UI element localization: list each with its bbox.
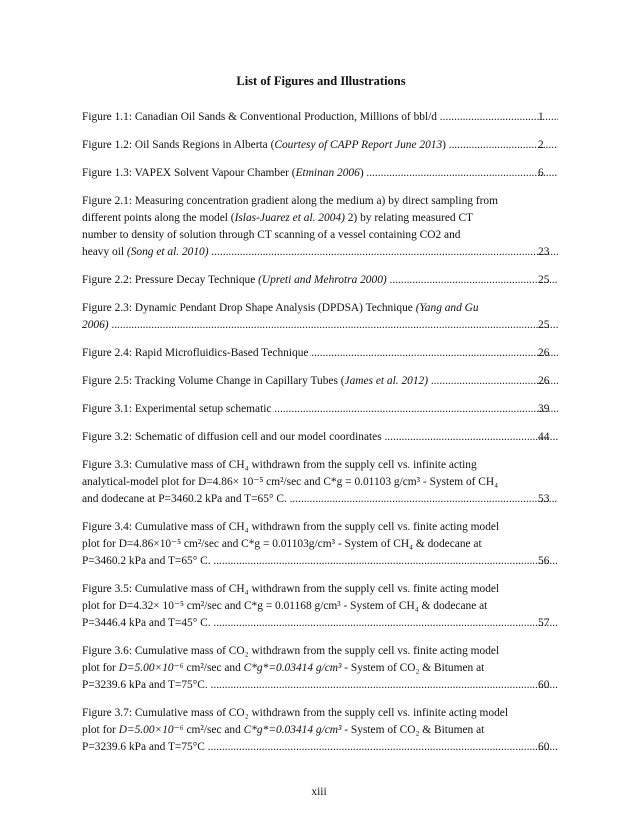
page-number: xiii [311, 786, 327, 798]
figure-entry[interactable] [82, 165, 560, 182]
figure-entry[interactable] [82, 705, 560, 756]
figure-entry-line [82, 474, 560, 491]
figure-entry-text [82, 707, 508, 719]
entry-text: Figure 3.1: Experimental setup schematic [82, 403, 272, 415]
figure-entry-line [82, 536, 560, 553]
figure-entry-text [82, 600, 487, 612]
figure-entry-text [82, 615, 211, 632]
figure-entry[interactable] [82, 581, 560, 632]
entry-text: Figure 1.1: Canadian Oil Sands & Conventional Production, Millions of bbl/d [82, 111, 437, 123]
entry-text: plot for D=4.32× 10⁻⁵ cm²/sec and C*g = 0.01168 g/cm³ - System of CH₄ & dodecane at [82, 600, 488, 612]
figure-entry[interactable] [82, 643, 560, 694]
leader-dots [111, 317, 558, 334]
figure-entry-line [82, 722, 560, 739]
figure-entry[interactable] [82, 109, 560, 126]
figure-entry-text [82, 373, 429, 390]
figure-entry-line: Figure 1.2: Oil Sands Regions in Alberta (Courtesy of CAPP Report June 2013) ..... 2 [104, 137, 560, 154]
figure-entry-text [82, 195, 498, 207]
figure-entry[interactable] [82, 137, 560, 154]
figure-entry-line [82, 300, 560, 317]
figure-entry-line [82, 660, 560, 677]
figure-entry-text [82, 459, 477, 471]
figure-entry[interactable] [82, 300, 560, 334]
entry-text: Figure 1.2: Oil Sands Regions in Alberta ( [82, 139, 275, 151]
figure-entry-text [82, 165, 364, 182]
figure-entry[interactable] [82, 519, 560, 570]
leader-dots [289, 491, 558, 508]
italic-text: James et al. 2012) [344, 375, 429, 387]
figure-entry-text [82, 677, 208, 694]
figure-entry-text [82, 302, 479, 314]
figure-entry-line: and dodecane at P=3460.2 kPa and T=65° C. ..... 53 [104, 491, 560, 508]
page-title: List of Figures and Illustrations [236, 74, 406, 88]
entry-text: Figure 3.2: Schematic of diffusion cell and our model coordinates [82, 431, 382, 443]
entry-text: and dodecane at P=3460.2 kPa and T=65° C. [82, 493, 287, 505]
figure-entry-line [82, 210, 560, 227]
leader-dots [366, 165, 558, 182]
entry-text: Figure 2.4: Rapid Microfluidics-Based Technique [82, 347, 309, 359]
figure-entry-line: Figure 2.2: Pressure Decay Technique (Upreti and Mehrotra 2000) ..... 25 [104, 272, 560, 289]
entry-text: - System of CO₂ & Bitumen at [341, 662, 485, 674]
entry-text: Figure 2.1: Measuring concentration gradient along the medium a) by direct sampling from [82, 195, 498, 207]
figure-entry-text [82, 272, 387, 289]
figure-entry-line: Figure 3.1: Experimental setup schematic ..... 39 [104, 401, 560, 418]
entry-text: P=3239.6 kPa and T=75°C [82, 741, 205, 753]
entry-text: analytical-model plot for D=4.86× 10⁻⁵ cm²/sec and C*g = 0.01103 g/cm³ - System of CH₄ [82, 476, 499, 488]
figure-entry-text [82, 645, 499, 657]
figure-entry-text [82, 429, 382, 446]
entry-text: cm²/sec and [183, 662, 244, 674]
figure-entry-line: Figure 2.4: Rapid Microfluidics-Based Technique ..... 26 [104, 345, 560, 362]
figure-entry[interactable] [82, 373, 560, 390]
italic-text: (Yang and Gu [415, 302, 479, 314]
figure-entry-line: Figure 1.1: Canadian Oil Sands & Conventional Production, Millions of bbl/d ..... 1 [104, 109, 560, 126]
figure-entry-line: P=3446.4 kPa and T=45° C. ..... 57 [104, 615, 560, 632]
figure-entry-line [82, 643, 560, 660]
entry-text: P=3446.4 kPa and T=45° C. [82, 617, 211, 629]
entry-text: Figure 2.3: Dynamic Pendant Drop Shape Analysis (DPDSA) Technique [82, 302, 416, 314]
italic-text: D=5.00×10⁻⁶ [118, 724, 184, 736]
figure-entry-line [82, 519, 560, 536]
figure-entry-text [82, 244, 209, 261]
figure-entry-line [82, 227, 560, 244]
figure-entry-line [82, 457, 560, 474]
figure-entry-text [82, 739, 205, 756]
figure-entry-text [82, 476, 498, 488]
entry-text: Figure 3.6: Cumulative mass of CO₂ withdrawn from the supply cell vs. finite acting model [82, 645, 500, 657]
figure-entry-text [82, 538, 482, 550]
figure-entry-line: heavy oil (Song et al. 2010) ..... 23 [104, 244, 560, 261]
entry-text: different points along the model ( [82, 212, 235, 224]
figure-entry-text [82, 491, 287, 508]
entry-text: Figure 3.4: Cumulative mass of CH₄ withdrawn from the supply cell vs. finite acting model [82, 521, 500, 533]
leader-dots [273, 401, 558, 418]
figure-entry-text [82, 401, 272, 418]
figure-entry-text [82, 212, 473, 224]
figure-entry-line [82, 193, 560, 210]
entry-text: cm²/sec and [183, 724, 244, 736]
entry-text: P=3239.6 kPa and T=75°C. [82, 679, 208, 691]
figure-entry-line: 2006) ..... 25 [104, 317, 560, 334]
entry-text: Figure 2.5: Tracking Volume Change in Capillary Tubes ( [82, 375, 345, 387]
leader-dots [310, 345, 558, 362]
entry-text: ) [442, 139, 446, 151]
italic-text: (Song et al. 2010) [126, 246, 209, 258]
figure-entry-text [82, 317, 109, 334]
italic-text: C*g*=0.03414 g/cm³ [243, 724, 342, 736]
figure-entry-line [82, 598, 560, 615]
italic-text: Courtesy of CAPP Report June 2013 [274, 139, 443, 151]
leader-dots [211, 244, 558, 261]
figure-entry-text [82, 137, 446, 154]
figure-entry-line: Figure 1.3: VAPEX Solvent Vapour Chamber (Etminan 2006) ..... 6 [104, 165, 560, 182]
figure-entry-line: Figure 2.5: Tracking Volume Change in Capillary Tubes (James et al. 2012) ..... 26 [104, 373, 560, 390]
figure-entry-text [82, 724, 484, 736]
italic-text: (Upreti and Mehrotra 2000) [258, 274, 387, 286]
figure-entry-line: P=3239.6 kPa and T=75°C ..... 60 [104, 739, 560, 756]
figure-entry-line: P=3460.2 kPa and T=65° C. ..... 56 [104, 553, 560, 570]
leader-dots [213, 553, 558, 570]
entry-text: P=3460.2 kPa and T=65° C. [82, 555, 211, 567]
italic-text: D=5.00×10⁻⁶ [118, 662, 184, 674]
figure-entry-text [82, 229, 460, 241]
figure-entry[interactable] [82, 429, 560, 446]
entry-text: plot for [82, 724, 119, 736]
figure-entry[interactable] [82, 193, 560, 261]
entry-text: number to density of solution through CT scanning of a vessel containing CO2 and [82, 229, 461, 241]
italic-text: Etminan 2006 [295, 167, 360, 179]
entry-text: 2) by relating measured CT [344, 212, 473, 224]
entry-text: Figure 2.2: Pressure Decay Technique [82, 274, 259, 286]
leader-dots [210, 677, 558, 694]
figure-entry-line: Figure 3.2: Schematic of diffusion cell and our model coordinates ..... 44 [104, 429, 560, 446]
leader-dots [207, 739, 558, 756]
italic-text: Islas-Juarez et al. 2004) [234, 212, 345, 224]
entry-text: Figure 3.3: Cumulative mass of CH₄ withdrawn from the supply cell vs. infinite acting [82, 459, 477, 471]
entry-text: Figure 1.3: VAPEX Solvent Vapour Chamber ( [82, 167, 296, 179]
figure-entry[interactable] [82, 401, 560, 418]
entry-text: - System of CO₂ & Bitumen at [341, 724, 485, 736]
entry-text: heavy oil [82, 246, 127, 258]
figure-entry-text [82, 109, 437, 126]
figure-list [82, 109, 560, 756]
italic-text: 2006) [82, 319, 109, 331]
leader-dots [384, 429, 558, 446]
leader-dots [213, 615, 558, 632]
entry-text: plot for [82, 662, 119, 674]
figure-entry-text [82, 583, 499, 595]
figure-entry[interactable] [82, 345, 560, 362]
figure-entry[interactable] [82, 457, 560, 508]
figure-entry-text [82, 662, 484, 674]
figure-entry-text [82, 345, 309, 362]
italic-text: C*g*=0.03414 g/cm³ [243, 662, 342, 674]
leader-dots [389, 272, 558, 289]
figure-entry-text [82, 521, 499, 533]
figure-entry-line [82, 705, 560, 722]
figure-entry[interactable] [82, 272, 560, 289]
entry-text: ) [359, 167, 364, 179]
figure-entry-line [82, 581, 560, 598]
figure-entry-line: P=3239.6 kPa and T=75°C. ..... 60 [104, 677, 560, 694]
entry-text: plot for D=4.86×10⁻⁵ cm²/sec and C*g = 0.01103g/cm³ - System of CH₄ & dodecane at [82, 538, 482, 550]
entry-text: Figure 3.5: Cumulative mass of CH₄ withdrawn from the supply cell vs. finite acting model [82, 583, 500, 595]
entry-text: Figure 3.7: Cumulative mass of CO₂ withdrawn from the supply cell vs. infinite acting model [82, 707, 508, 719]
figure-entry-text [82, 553, 211, 570]
